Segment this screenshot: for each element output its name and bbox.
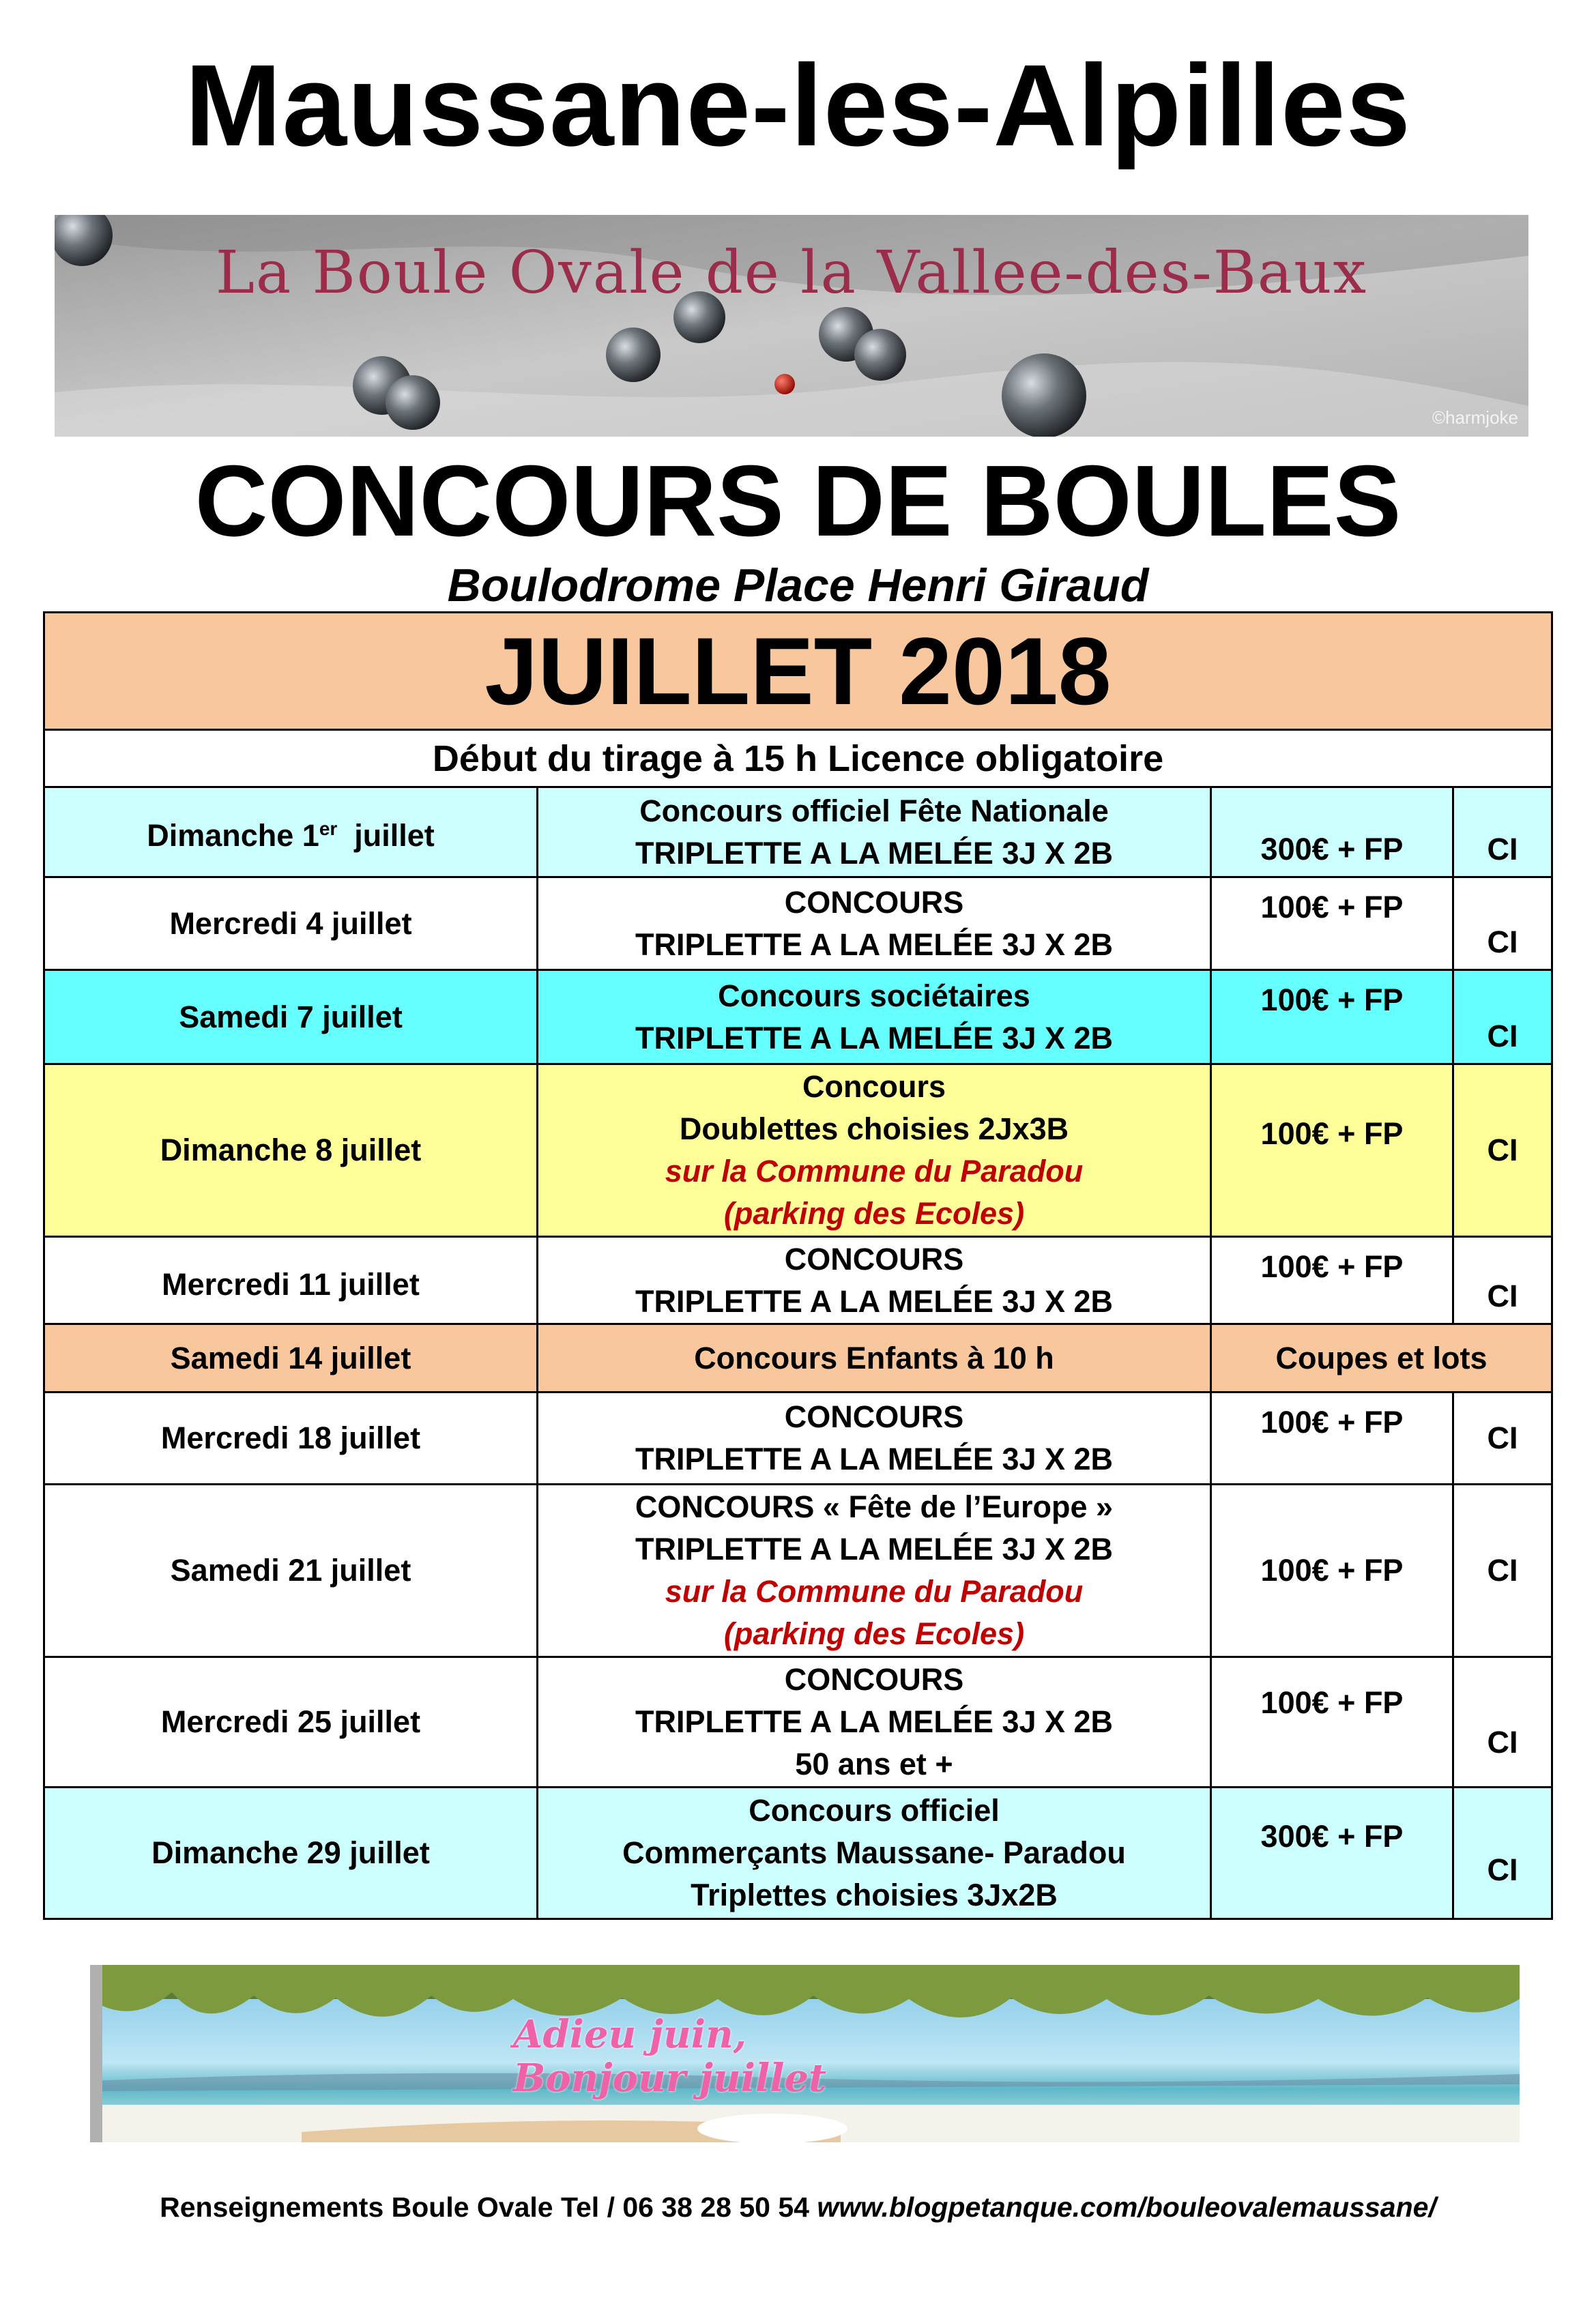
event-code: CI — [1453, 787, 1552, 877]
event-description: Concours Doublettes choisies 2Jx3B sur la Commune du Paradou (parking des Ecoles) — [538, 1064, 1211, 1237]
event-prize: 100€ + FP — [1211, 1392, 1453, 1484]
month-title: JUILLET 2018 — [44, 613, 1552, 730]
draw-note: Début du tirage à 15 h Licence obligatoire — [44, 730, 1552, 787]
event-code: CI — [1453, 877, 1552, 970]
banner-credit: ©harmjoke — [1432, 407, 1518, 428]
event-prize: 100€ + FP — [1211, 1064, 1453, 1237]
club-banner — [55, 215, 1528, 437]
summer-greeting: Adieu juin, Bonjour juillet — [513, 2012, 827, 2101]
event-day: Dimanche 1er juillet — [44, 787, 538, 877]
event-description: CONCOURS TRIPLETTE A LA MELÉE 3J X 2B — [538, 1392, 1211, 1484]
event-day: Samedi 14 juillet — [44, 1324, 538, 1392]
event-day: Mercredi 11 juillet — [44, 1237, 538, 1324]
event-code: CI — [1453, 970, 1552, 1064]
table-row — [44, 970, 1552, 1064]
event-code: CI — [1453, 1484, 1552, 1657]
event-day: Dimanche 29 juillet — [44, 1788, 538, 1919]
table-row — [44, 1237, 1552, 1324]
town-title: Maussane-les-Alpilles — [184, 41, 1412, 171]
event-prize: 300€ + FP — [1211, 787, 1453, 877]
event-code: CI — [1453, 1788, 1552, 1919]
event-day: Mercredi 25 juillet — [44, 1657, 538, 1788]
table-row — [44, 1788, 1552, 1919]
table-row — [44, 877, 1552, 970]
footer-contact — [0, 2187, 1596, 2228]
event-prize: 100€ + FP — [1211, 970, 1453, 1064]
event-code: CI — [1453, 1237, 1552, 1324]
event-code: CI — [1453, 1657, 1552, 1788]
banner-club-name: La Boule Ovale de la Vallee-des-Baux — [215, 239, 1368, 307]
summer-banner — [90, 1965, 1520, 2142]
table-row — [44, 1392, 1552, 1484]
event-prize: 100€ + FP — [1211, 1484, 1453, 1657]
event-day: Mercredi 18 juillet — [44, 1392, 538, 1484]
event-prize: 100€ + FP — [1211, 1657, 1453, 1788]
event-day: Mercredi 4 juillet — [44, 877, 538, 970]
event-day: Samedi 21 juillet — [44, 1484, 538, 1657]
event-day: Samedi 7 juillet — [44, 970, 538, 1064]
table-row — [44, 1324, 1552, 1392]
event-code: CI — [1453, 1064, 1552, 1237]
footer-info: Renseignements Boule Ovale Tel / 06 38 28 50 54 — [160, 2191, 817, 2223]
page-title: CONCOURS DE BOULES — [194, 445, 1402, 557]
event-description: Concours officiel Commerçants Maussane- Paradou Triplettes choisies 3Jx2B — [538, 1788, 1211, 1919]
venue-subtitle: Boulodrome Place Henri Giraud — [447, 559, 1149, 611]
event-prize: 100€ + FP — [1211, 1237, 1453, 1324]
table-row — [44, 1657, 1552, 1788]
event-prize: Coupes et lots — [1211, 1324, 1552, 1392]
note-row — [44, 730, 1552, 787]
event-description: CONCOURS TRIPLETTE A LA MELÉE 3J X 2B — [538, 877, 1211, 970]
event-description: Concours Enfants à 10 h — [538, 1324, 1211, 1392]
month-row — [44, 613, 1552, 730]
event-description: CONCOURS « Fête de l’Europe » TRIPLETTE A LA MELÉE 3J X 2B sur la Commune du Paradou (parking des Ecoles) — [538, 1484, 1211, 1657]
events-table — [43, 611, 1553, 1920]
event-prize: 100€ + FP — [1211, 877, 1453, 970]
event-description: Concours sociétaires TRIPLETTE A LA MELÉE 3J X 2B — [538, 970, 1211, 1064]
table-row — [44, 1484, 1552, 1657]
event-prize: 300€ + FP — [1211, 1788, 1453, 1919]
event-description: CONCOURS TRIPLETTE A LA MELÉE 3J X 2B 50 ans et + — [538, 1657, 1211, 1788]
table-row — [44, 1064, 1552, 1237]
footer-url[interactable]: www.blogpetanque.com/bouleovalemaussane/ — [817, 2191, 1436, 2223]
event-day: Dimanche 8 juillet — [44, 1064, 538, 1237]
event-code: CI — [1453, 1392, 1552, 1484]
event-description: CONCOURS TRIPLETTE A LA MELÉE 3J X 2B — [538, 1237, 1211, 1324]
event-description: Concours officiel Fête Nationale TRIPLETTE A LA MELÉE 3J X 2B — [538, 787, 1211, 877]
table-row — [44, 787, 1552, 877]
